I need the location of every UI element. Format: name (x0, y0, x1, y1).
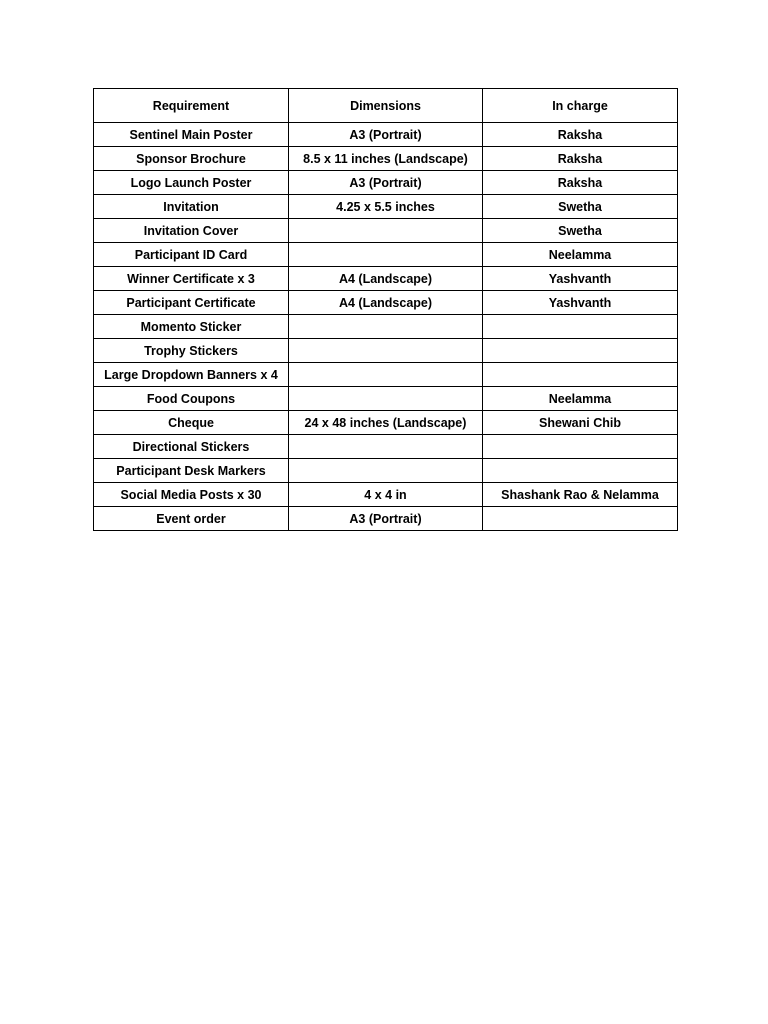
table-row (94, 267, 678, 291)
dimensions-cell: 4.25 x 5.5 inches (289, 195, 483, 219)
requirement-cell: Participant Desk Markers (94, 459, 289, 483)
requirement-cell: Logo Launch Poster (94, 171, 289, 195)
table-row (94, 123, 678, 147)
requirement-cell: Food Coupons (94, 387, 289, 411)
requirement-cell: Social Media Posts x 30 (94, 483, 289, 507)
table-row (94, 291, 678, 315)
requirement-cell: Cheque (94, 411, 289, 435)
dimensions-cell (289, 219, 483, 243)
in-charge-cell: Raksha (483, 171, 678, 195)
table-row (94, 315, 678, 339)
table-row (94, 243, 678, 267)
dimensions-cell (289, 363, 483, 387)
in-charge-cell: Yashvanth (483, 291, 678, 315)
in-charge-cell (483, 363, 678, 387)
in-charge-cell: Shewani Chib (483, 411, 678, 435)
in-charge-cell: Swetha (483, 195, 678, 219)
table-row (94, 363, 678, 387)
table-row (94, 411, 678, 435)
header-requirement: Requirement (94, 89, 289, 123)
header-row (94, 89, 678, 123)
requirements-table (93, 88, 678, 531)
requirement-cell: Large Dropdown Banners x 4 (94, 363, 289, 387)
dimensions-cell: A3 (Portrait) (289, 123, 483, 147)
dimensions-cell: 8.5 x 11 inches (Landscape) (289, 147, 483, 171)
requirement-cell: Winner Certificate x 3 (94, 267, 289, 291)
table-row (94, 483, 678, 507)
dimensions-cell (289, 459, 483, 483)
dimensions-cell (289, 339, 483, 363)
in-charge-cell: Raksha (483, 147, 678, 171)
requirement-cell: Directional Stickers (94, 435, 289, 459)
in-charge-cell: Swetha (483, 219, 678, 243)
requirement-cell: Trophy Stickers (94, 339, 289, 363)
table-row (94, 387, 678, 411)
table-row (94, 195, 678, 219)
requirement-cell: Momento Sticker (94, 315, 289, 339)
table-row (94, 171, 678, 195)
requirement-cell: Participant Certificate (94, 291, 289, 315)
dimensions-cell: A4 (Landscape) (289, 267, 483, 291)
dimensions-cell: 24 x 48 inches (Landscape) (289, 411, 483, 435)
dimensions-cell (289, 243, 483, 267)
table-header (94, 89, 678, 123)
requirement-cell: Sentinel Main Poster (94, 123, 289, 147)
table-row (94, 459, 678, 483)
table-row (94, 219, 678, 243)
dimensions-cell (289, 387, 483, 411)
table-row (94, 147, 678, 171)
dimensions-cell: A3 (Portrait) (289, 171, 483, 195)
table-body (94, 123, 678, 531)
dimensions-cell (289, 315, 483, 339)
table-row (94, 339, 678, 363)
requirement-cell: Invitation Cover (94, 219, 289, 243)
in-charge-cell (483, 339, 678, 363)
table-row (94, 435, 678, 459)
header-dimensions: Dimensions (289, 89, 483, 123)
requirement-cell: Event order (94, 507, 289, 531)
dimensions-cell: A4 (Landscape) (289, 291, 483, 315)
in-charge-cell (483, 507, 678, 531)
requirement-cell: Invitation (94, 195, 289, 219)
in-charge-cell (483, 435, 678, 459)
dimensions-cell (289, 435, 483, 459)
in-charge-cell (483, 459, 678, 483)
requirement-cell: Participant ID Card (94, 243, 289, 267)
dimensions-cell: A3 (Portrait) (289, 507, 483, 531)
table-row (94, 507, 678, 531)
in-charge-cell: Yashvanth (483, 267, 678, 291)
header-in-charge: In charge (483, 89, 678, 123)
in-charge-cell (483, 315, 678, 339)
dimensions-cell: 4 x 4 in (289, 483, 483, 507)
in-charge-cell: Raksha (483, 123, 678, 147)
in-charge-cell: Neelamma (483, 387, 678, 411)
in-charge-cell: Shashank Rao & Nelamma (483, 483, 678, 507)
requirement-cell: Sponsor Brochure (94, 147, 289, 171)
in-charge-cell: Neelamma (483, 243, 678, 267)
